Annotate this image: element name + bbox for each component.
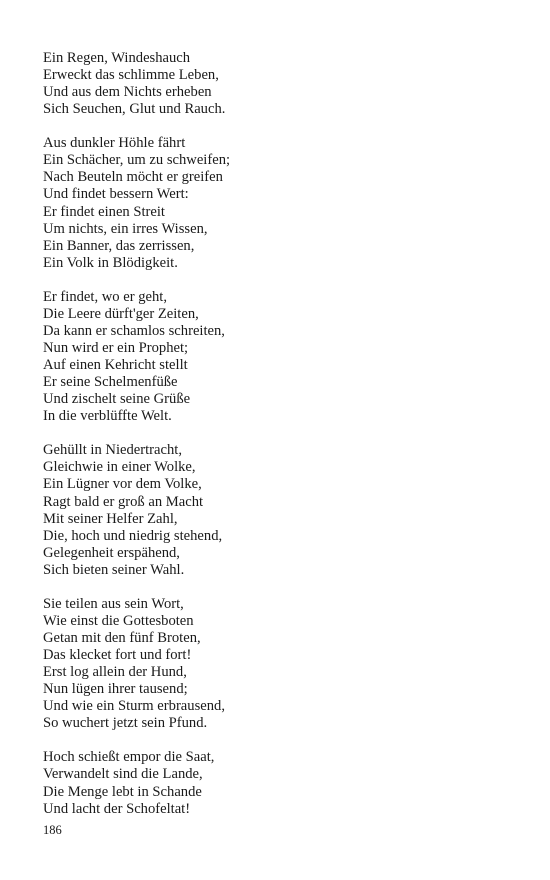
poem-line: Mit seiner Helfer Zahl, [43,510,178,527]
poem-line: Hoch schießt empor die Saat, [43,749,215,766]
poem-line: Ein Banner, das zerrissen, [43,237,195,254]
poem-line: Ein Volk in Blödigkeit. [43,254,178,271]
stanza-5 [43,596,503,733]
poem-line: Verwandelt sind die Lande, [43,766,203,783]
poem-line: Nun lügen ihrer tausend; [43,681,188,698]
poem-line: Um nichts, ein irres Wissen, [43,220,208,237]
poem-line: Ein Schächer, um zu schweifen; [43,152,231,169]
poem-line: Und aus dem Nichts erheben [43,84,212,101]
poem-line: Und lacht der Schofeltat! [43,800,191,817]
poem-line: Getan mit den fünf Broten, [43,630,201,646]
poem-line: Und zischelt seine Grüße [43,391,191,408]
poem-body [43,50,503,835]
poem-line: Die Leere dürft'ger Zeiten, [43,305,199,322]
poem-line: Nun wird er ein Prophet; [43,340,189,356]
poem-line: Er seine Schelmenfüße [43,374,178,391]
stanza-1 [43,50,503,118]
poem-line: So wuchert jetzt sein Pfund. [43,715,208,732]
poem-line: Ein Lügner vor dem Volke, [43,476,202,493]
poem-line: Die, hoch und niedrig stehend, [43,527,223,544]
poem-line: Und findet bessern Wert: [43,186,189,203]
poem-line: Aus dunkler Höhle fährt [43,135,186,152]
poem-line: Sich bieten seiner Wahl. [43,561,185,578]
poem-line: Auf einen Kehricht stellt [43,357,188,374]
poem-line: Erweckt das schlimme Leben, [43,67,219,84]
poem-line: Das klecket fort und fort! [43,647,192,664]
stanza-3 [43,289,503,426]
poem-line: Die Menge lebt in Schande [43,783,202,800]
poem-line: Sie teilen aus sein Wort, [43,595,184,612]
page-number: 186 [43,823,62,837]
stanza-4 [43,442,503,579]
poem-line: Gleichwie in einer Wolke, [43,459,196,476]
poem-line: Sich Seuchen, Glut und Rauch. [43,101,226,118]
poem-line: Da kann er schamlos schreiten, [43,322,225,339]
poem-line: Wie einst die Gottesboten [43,612,194,629]
poem-line: Erst log allein der Hund, [43,664,187,681]
poem-line: Ein Regen, Windeshauch [43,50,191,66]
poem-line: Er findet einen Streit [43,203,165,220]
poem-line: Gehüllt in Niedertracht, [43,442,182,459]
poem-line: Nach Beuteln möcht er greifen [43,169,223,186]
poem-line: In die verblüffte Welt. [43,408,172,425]
stanza-2 [43,135,503,272]
poem-line: Er findet, wo er geht, [43,288,168,305]
stanza-6 [43,749,503,817]
poem-line: Gelegenheit erspähend, [43,544,180,561]
poem-line: Und wie ein Sturm erbrausend, [43,698,225,715]
poem-line: Ragt bald er groß an Macht [43,493,204,510]
